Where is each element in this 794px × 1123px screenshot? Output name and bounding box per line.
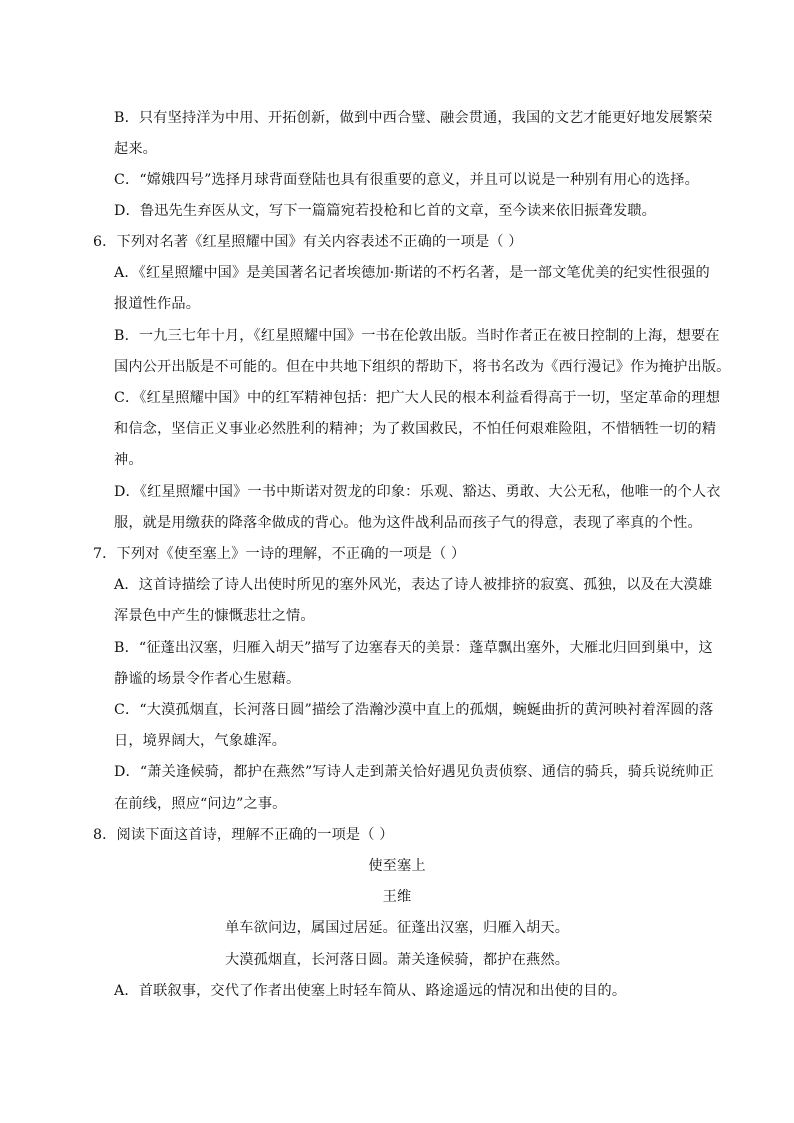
poem-author: 王维 — [382, 889, 412, 905]
question-8: 8．阅读下面这首诗，理解不正确的一项是（ ） — [93, 827, 394, 843]
question-6: 6．下列对名著《红星照耀中国》有关内容表述不正确的一项是（ ） — [93, 234, 523, 250]
q7-option-c: C．“大漠孤烟直，长河落日圆”描绘了浩瀚沙漠中直上的孤烟，蜿蜒曲折的黄河映衬着浑圆的落 — [114, 702, 714, 718]
q6-option-c-cont: 和信念，坚信正义事业必然胜利的精神；为了救国救民，不怕任何艰难险阻，不惜牺牲一切的精 — [114, 421, 717, 437]
q6-option-d-cont: 服，就是用缴获的降落伞做成的背心。他为这件战利品而孩子气的得意，表现了率真的个性。 — [114, 515, 702, 531]
q7-option-c-cont: 日，境界阔大，气象雄浑。 — [114, 733, 287, 749]
q5-option-b: B．只有坚持洋为中用、开拓创新，做到中西合璧、融会贯通，我国的文艺才能更好地发展繁荣 — [114, 110, 713, 126]
poem-line-2: 大漠孤烟直，长河落日圆。萧关逢候骑，都护在燕然。 — [224, 952, 570, 968]
q6-option-a-cont: 报道性作品。 — [114, 296, 201, 312]
poem-title: 使至塞上 — [368, 858, 426, 874]
question-7: 7．下列对《使至塞上》一诗的理解，不正确的一项是（ ） — [93, 546, 466, 562]
q6-option-a: A．《红星照耀中国》是美国著名记者埃德加·斯诺的不朽名著，是一部文笔优美的纪实性很强的 — [114, 265, 710, 281]
q8-option-a: A．首联叙事，交代了作者出使塞上时轻车简从、路途遥远的情况和出使的目的。 — [114, 983, 627, 999]
q7-option-b: B．“征蓬出汉塞，归雁入胡天”描写了边塞春天的美景：蓬草飘出塞外，大雁北归回到巢中，这 — [114, 640, 713, 656]
q6-option-c: C．《红星照耀中国》中的红军精神包括：把广大人民的根本利益看得高于一切，坚定革命的理想 — [114, 390, 721, 406]
q5-option-c: C．“嫦娥四号”选择月球背面登陆也具有很重要的意义，并且可以说是一种别有用心的选择。 — [114, 172, 699, 188]
q7-option-d-cont: 在前线，照应“问边”之事。 — [114, 796, 287, 812]
q6-option-c-cont2: 神。 — [114, 452, 143, 468]
q7-option-a: A．这首诗描绘了诗人出使时所见的塞外风光，表达了诗人被排挤的寂寞、孤独，以及在大漠雄 — [114, 577, 713, 593]
q6-option-b-cont: 国内公开出版是不可能的。但在中共地下组织的帮助下，将书名改为《西行漫记》作为掩护出版。 — [114, 359, 731, 375]
q7-option-b-cont: 静谧的场景令作者心生慰藉。 — [114, 671, 301, 687]
q7-option-a-cont: 浑景色中产生的慷慨悲壮之情。 — [114, 608, 315, 624]
q5-option-b-cont: 起来。 — [114, 141, 158, 157]
q5-option-d: D．鲁迅先生弃医从文，写下一篇篇宛若投枪和匕首的文章，至今读来依旧振聋发聩。 — [114, 203, 657, 219]
q6-option-d: D．《红星照耀中国》一书中斯诺对贺龙的印象：乐观、豁达、勇敢、大公无私，他唯一的个人衣 — [114, 484, 721, 500]
poem-line-1: 单车欲问边，属国过居延。征蓬出汉塞，归雁入胡天。 — [224, 920, 570, 936]
q7-option-d: D．“萧关逢候骑，都护在燕然”写诗人走到萧关恰好遇见负责侦察、通信的骑兵，骑兵说统帅正 — [114, 764, 714, 780]
q6-option-b: B．一九三七年十月，《红星照耀中国》一书在伦敦出版。当时作者正在被日控制的上海，想要在 — [114, 328, 720, 344]
